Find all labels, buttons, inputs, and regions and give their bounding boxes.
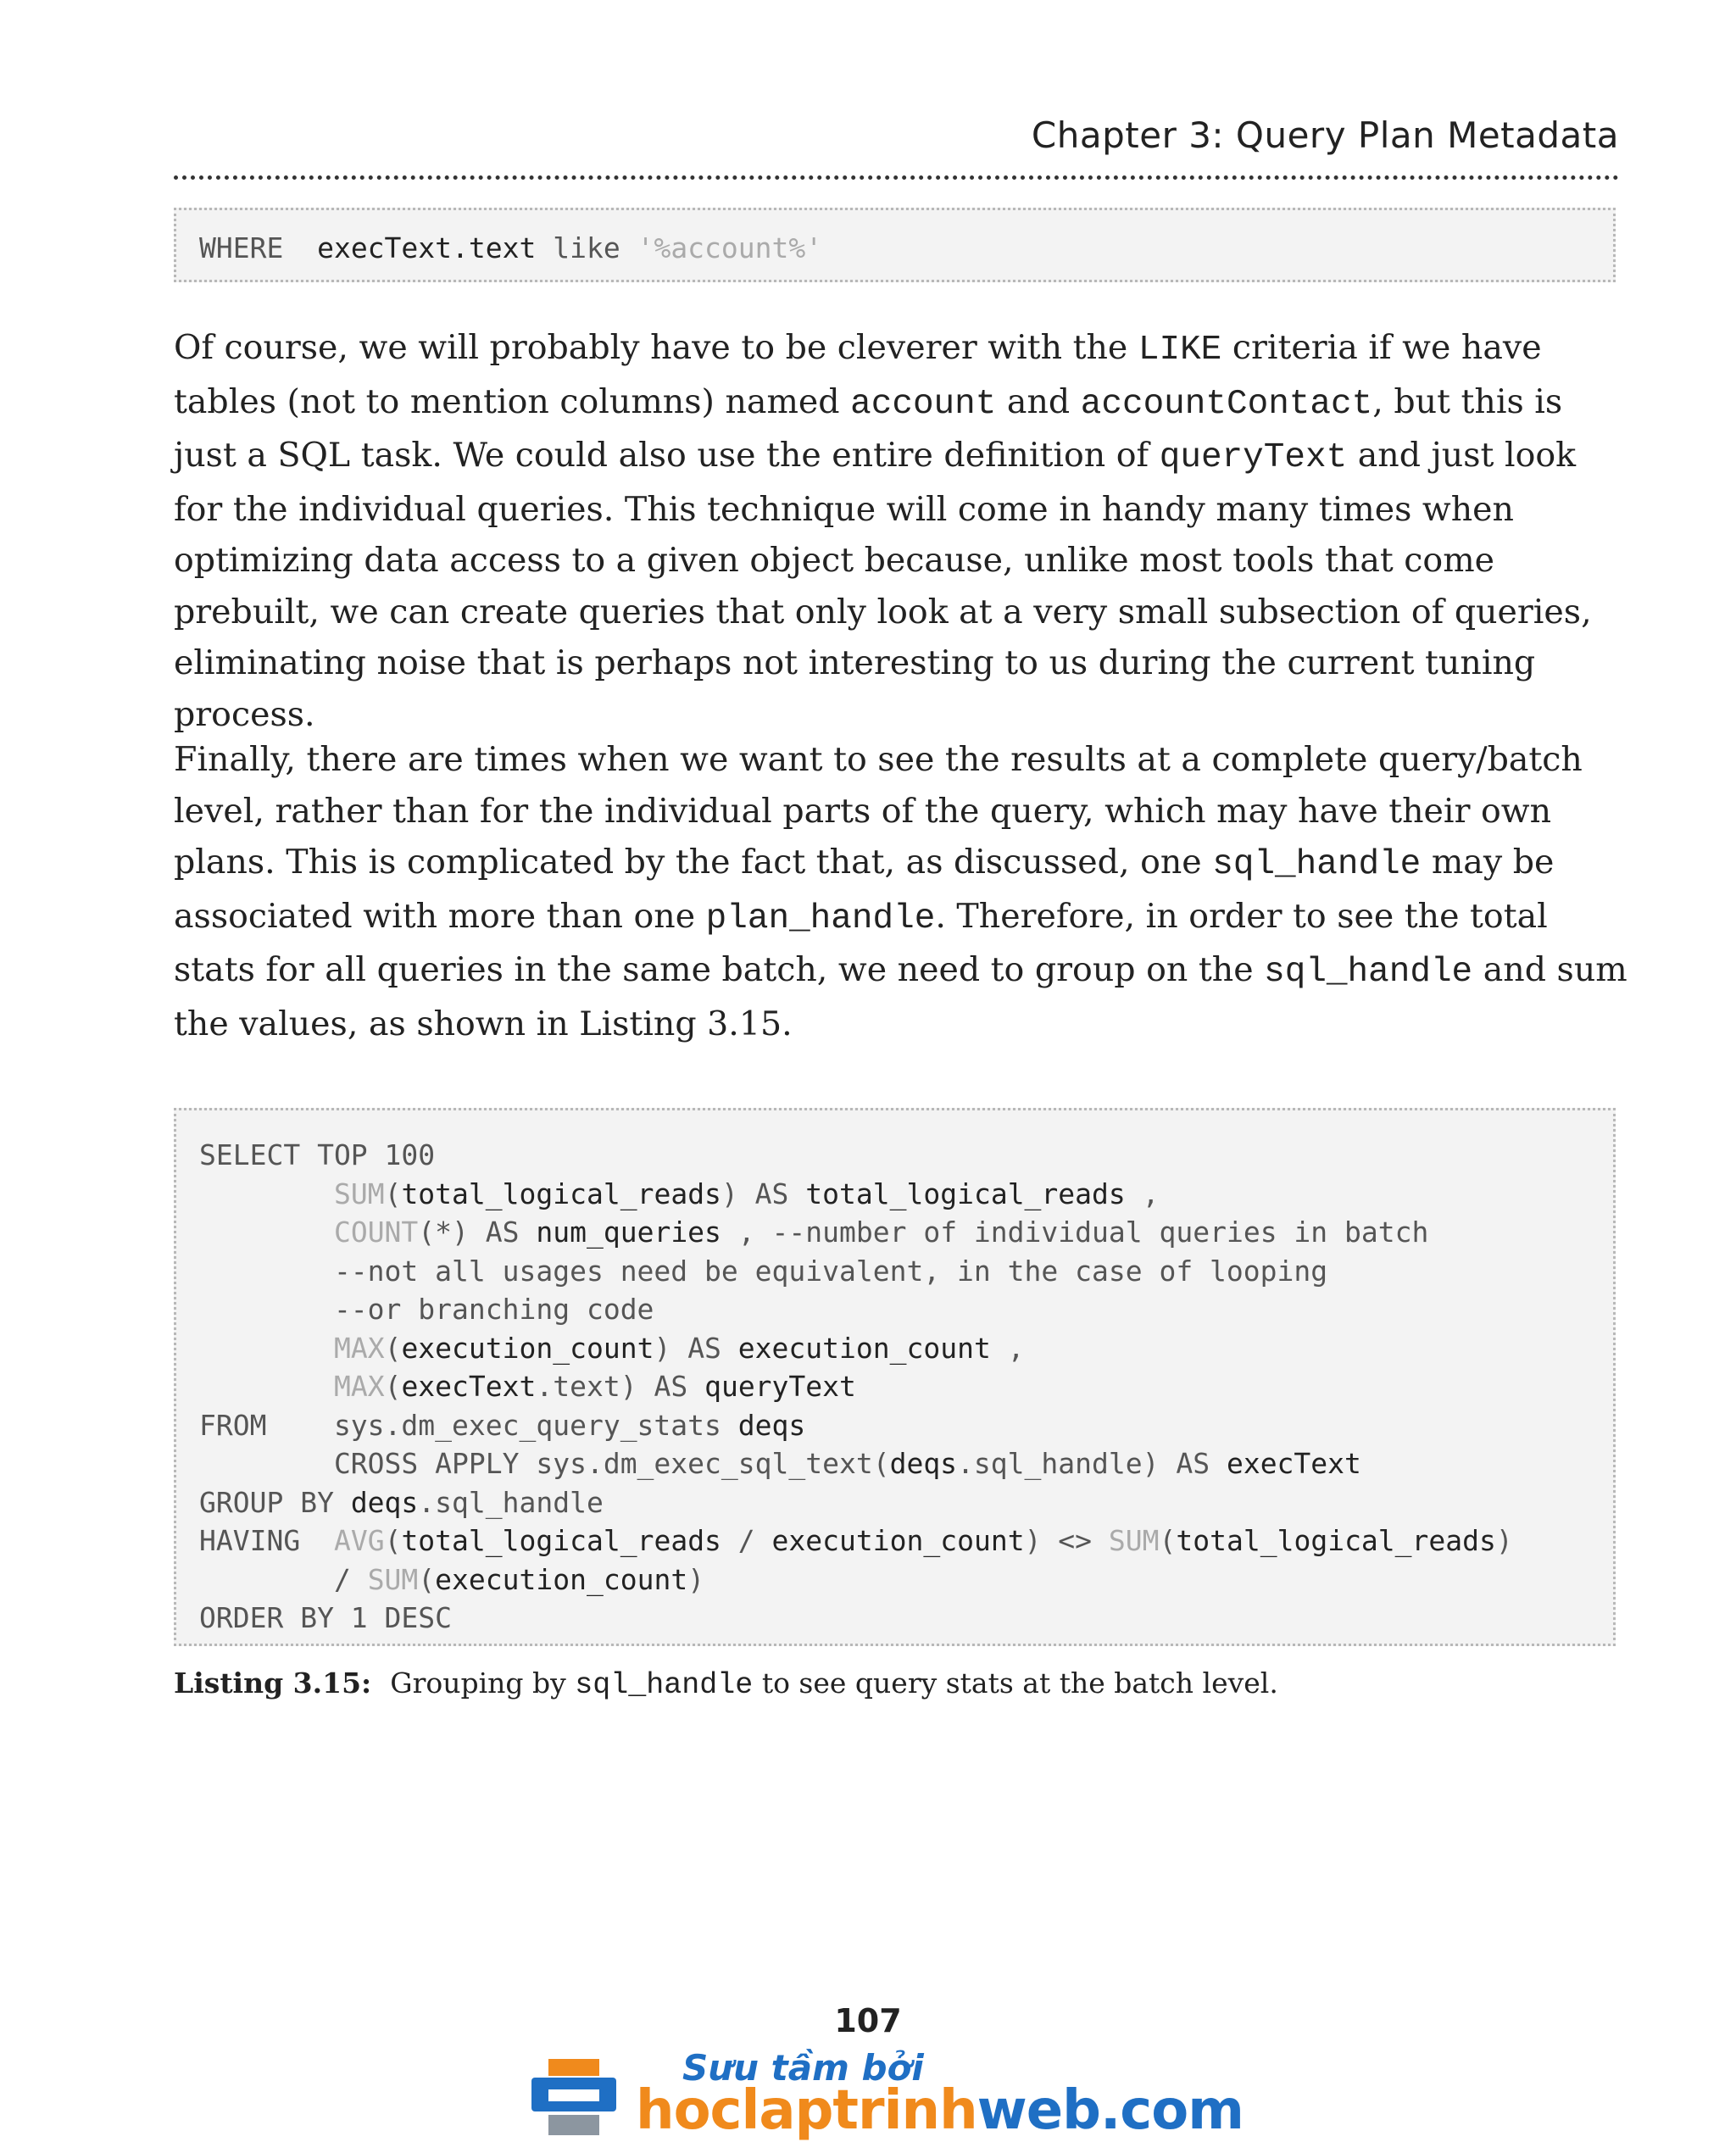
code-token: / [199,1562,368,1596]
text-run: Of course, we will probably have to be cleverer with the [174,328,1138,367]
text-run: to see query stats at the batch level. [753,1666,1278,1700]
code-token: HAVING [199,1524,334,1557]
code-line [199,1136,1613,1175]
code-listing [174,1108,1616,1646]
code-token: ( [1159,1524,1177,1557]
code-token: execution_count [737,1331,991,1365]
inline-code: accountContact [1080,384,1373,424]
text-run: Finally, there are times when we want to see the results at a complete query/batch level, rather than for the individual parts of the query, which may have their own plans. This is complicated by the fact that, as discussed, one [174,740,1583,882]
page-header: Chapter 3: Query Plan Metadata [1031,114,1619,156]
text-run: and just look for the individual queries. This technique will come in handy many times when optimizing data access to a given object because, unlike most tools that come prebuilt, we can create queries that only look at a very small subsection of queries, eliminating noise that is perhaps not interesting to us during the current tuning process. [174,436,1592,734]
code-token: ( [384,1370,402,1403]
inline-code: queryText [1159,438,1348,477]
code-token: execution_count [401,1331,654,1365]
watermark-site-part1: hoclaptrinh [636,2079,977,2142]
code-token: SUM [367,1562,419,1596]
code-line [199,1329,1613,1368]
code-line [199,1406,1613,1445]
printer-logo-icon [530,2056,623,2140]
code-token [199,1216,334,1249]
code-token: (*) AS [418,1216,537,1249]
code-line [199,1213,1613,1252]
code-token: like [536,231,637,264]
listing-caption [174,1666,1278,1702]
code-token [199,1177,334,1210]
code-token: ) [687,1562,705,1596]
text-run: and [996,381,1081,421]
code-token: num_queries [536,1216,721,1249]
code-line [199,1483,1613,1522]
inline-code: sql_handle [575,1668,754,1702]
code-token: execText [1226,1447,1361,1480]
code-token: COUNT [333,1216,419,1249]
watermark-line1: Sưu tầm bởi [682,2047,924,2089]
code-line [199,1290,1613,1329]
code-token: CROSS APPLY sys.dm_exec_sql_text( [199,1447,890,1480]
code-token: .sql_handle) AS [957,1447,1227,1480]
text-run: and sum the values, as shown in Listing 3.15. [174,950,1628,1043]
code-token [199,1370,334,1403]
code-token: execText [401,1370,537,1403]
watermark-site [636,2079,1244,2142]
code-token: execText.text [317,231,537,264]
text-run: , but this is just a SQL task. We could also use the entire definition of [174,381,1563,475]
code-line [199,1367,1613,1406]
page-number: 107 [834,2002,902,2039]
text-run: may be associated with more than one [174,843,1555,936]
code-token: .sql_handle [418,1485,604,1519]
inline-code: account [850,384,997,424]
code-token: ) AS [654,1331,738,1365]
code-token: ) <> [1024,1524,1109,1557]
code-token: GROUP BY [199,1485,351,1519]
code-line [199,1522,1613,1561]
text-run: Grouping by [390,1666,576,1700]
watermark-site-part2: web.com [976,2079,1244,2142]
code-token: , --number of individual queries in batch [721,1216,1429,1249]
code-token: .text) AS [536,1370,705,1403]
inline-code: LIKE [1138,331,1222,370]
code-token: ( [418,1562,436,1596]
code-snippet [174,208,1616,282]
code-token: execution_count [771,1524,1025,1557]
code-line [199,1599,1613,1638]
code-token: , [1125,1177,1160,1210]
code-token: ( [384,1177,402,1210]
code-line [199,1444,1613,1483]
code-token: deqs [737,1408,806,1442]
watermark [530,2047,1244,2142]
code-line [199,1175,1613,1214]
code-token: --not all usages need be equivalent, in the case of looping [199,1254,1328,1288]
header-divider [174,175,1619,180]
code-token: SUM [1108,1524,1160,1557]
code-token: ORDER BY 1 DESC [199,1601,453,1634]
code-token: ) [1495,1524,1513,1557]
code-token: MAX [333,1331,385,1365]
code-token: AVG [333,1524,385,1557]
code-token: deqs [889,1447,958,1480]
code-token: total_logical_reads [401,1524,721,1557]
code-line [199,231,1613,274]
inline-code: sql_handle [1264,953,1473,992]
code-token: ) AS [721,1177,806,1210]
code-token: deqs [350,1485,419,1519]
text-run: . Therefore, in order to see the total stats for all queries in the same batch, we need to group on the [174,896,1548,989]
caption-label: Listing 3.15: [174,1666,372,1700]
code-token: / [721,1524,772,1557]
code-token: total_logical_reads [401,1177,721,1210]
code-token: SUM [333,1177,385,1210]
text-run: criteria if we have tables (not to mention columns) named [174,328,1542,421]
code-token: '%account%' [637,231,823,264]
code-token: total_logical_reads [1176,1524,1496,1557]
code-line [199,1561,1613,1600]
code-token: ( [384,1331,402,1365]
code-token: execution_count [435,1562,688,1596]
paragraph-like-criteria [174,322,1632,740]
code-token: SELECT TOP 100 [199,1138,436,1171]
inline-code: plan_handle [705,899,936,938]
code-token: , [990,1331,1025,1365]
code-token: WHERE [199,231,318,264]
code-token: FROM sys.dm_exec_query_stats [199,1408,738,1442]
code-line [199,1252,1613,1291]
code-token [199,1332,334,1365]
code-token: --or branching code [199,1293,654,1326]
code-token: total_logical_reads [805,1177,1126,1210]
inline-code: sql_handle [1212,845,1422,884]
code-token: queryText [704,1370,856,1403]
paragraph-batch-level [174,734,1632,1049]
code-token: ( [384,1524,402,1557]
code-token: MAX [333,1370,385,1403]
